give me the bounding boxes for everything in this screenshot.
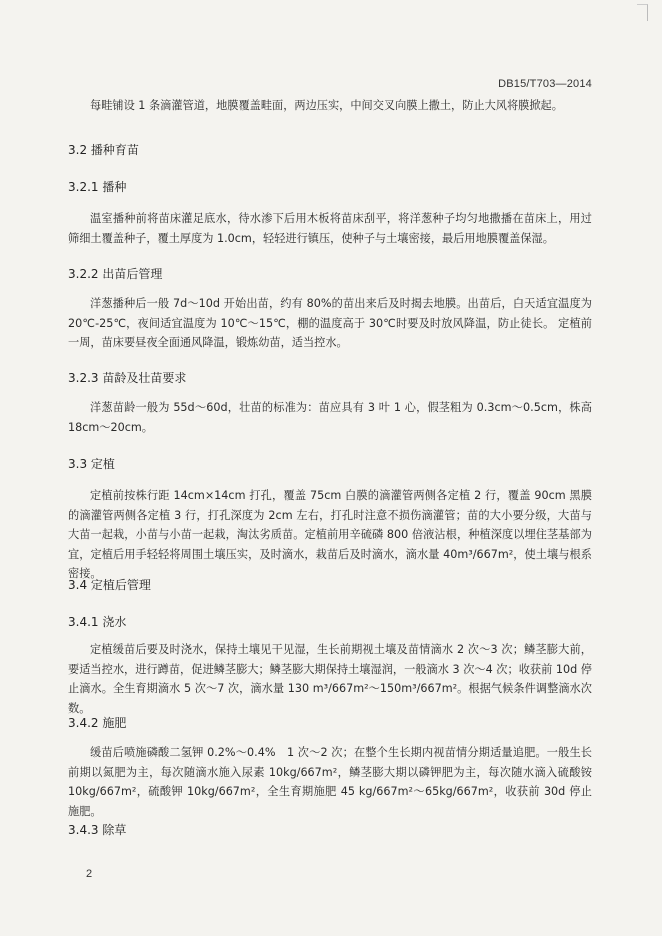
section-3-2-3-title: 3.2.3 苗龄及壮苗要求 bbox=[68, 371, 187, 385]
section-3-4-2-title: 3.4.2 施肥 bbox=[68, 716, 127, 730]
section-3-2-2-title: 3.2.2 出苗后管理 bbox=[68, 267, 163, 281]
scan-corner-mark bbox=[637, 4, 648, 21]
section-3-2-1-title: 3.2.1 播种 bbox=[68, 180, 127, 194]
section-3-4-1-text: 定植缓苗后要及时浇水，保持土壤见干见湿，生长前期视土壤及苗情滴水 2 次～3 次；鳞茎膨大前，要适当控水，进行蹲苗，促进鳞茎膨大；鳞茎膨大期保持土壤湿润，一般滴水 3 次～4 次；收获前 10d 停止滴水。全生育期滴水 5 次～7 次，滴水量 130 m³/667m²～150m³/667m²。根据气候条件调整滴水次数。 bbox=[68, 643, 592, 715]
section-3-2-title: 3.2 播种育苗 bbox=[68, 143, 139, 157]
section-3-3-title: 3.3 定植 bbox=[68, 457, 115, 471]
section-3-4-3-title: 3.4.3 除草 bbox=[68, 823, 127, 837]
section-3-2-3-text: 洋葱苗龄一般为 55d～60d，壮苗的标准为：苗应具有 3 叶 1 心，假茎粗为 0.3cm～0.5cm，株高 18cm～20cm。 bbox=[68, 401, 592, 434]
section-3-3-text: 定植前按株行距 14cm×14cm 打孔，覆盖 75cm 白膜的滴灌管两侧各定植 2 行，覆盖 90cm 黑膜的滴灌管两侧各定植 3 行，打孔深度为 2cm 左右，打孔时注意不损伤滴灌管；苗的大小要分级，大苗与大苗一起栽，小苗与小苗一起栽，淘汰劣质苗。定植前用辛硫磷 800 倍液沾根，种植深度以埋住茎基部为宜，定植后用手轻轻将周围土壤压实，及时滴水，栽苗后及时滴水，滴水量 40m³/667m²，使土壤与根系密接。 bbox=[68, 489, 592, 580]
page-number: 2 bbox=[86, 868, 93, 880]
intro-paragraph: 每畦铺设 1 条滴灌管道，地膜覆盖畦面，两边压实，中间交叉向膜上撒土，防止大风将膜掀起。 bbox=[90, 99, 563, 112]
section-3-4-2-text: 缓苗后喷施磷酸二氢钾 0.2%～0.4% 1 次～2 次；在整个生长期内视苗情分期适量追肥。一般生长前期以氮肥为主，每次随滴水施入尿素 10kg/667m²，鳞茎膨大期以磷钾肥为主，每次随水滴入硫酸铵 10kg/667m²，硫酸钾 10kg/667m²，全生育期施肥 45 kg/667m²～65kg/667m²，收获前 30d 停止施肥。 bbox=[68, 746, 592, 818]
section-3-2-2-text: 洋葱播种后一般 7d～10d 开始出苗，约有 80%的苗出来后及时揭去地膜。出苗后，白天适宜温度为 20℃-25℃，夜间适宜温度为 10℃～15℃，棚的温度高于 30℃时要及时放风降温，防止徒长。 定植前一周，苗床要昼夜全面通风降温，锻炼幼苗，适当控水。 bbox=[68, 297, 592, 349]
section-3-4-title: 3.4 定植后管理 bbox=[68, 578, 151, 592]
document-id: DB15/T703—2014 bbox=[498, 78, 592, 90]
section-3-4-1-title: 3.4.1 浇水 bbox=[68, 615, 127, 629]
section-3-2-1-text: 温室播种前将苗床灌足底水，待水渗下后用木板将苗床刮平，将洋葱种子均匀地撒播在苗床上，用过筛细土覆盖种子，覆土厚度为 1.0cm，轻轻进行镇压，使种子与土壤密接，最后用地膜覆盖保湿。 bbox=[68, 212, 592, 245]
